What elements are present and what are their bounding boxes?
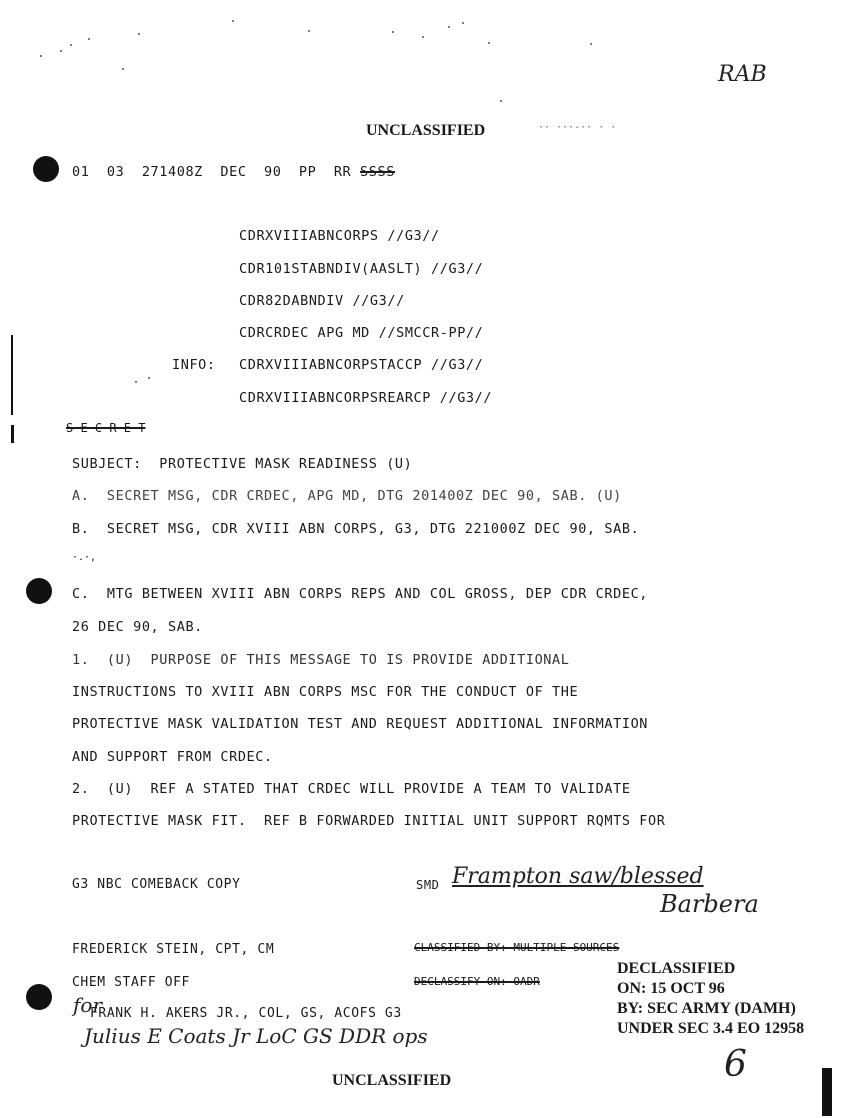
comeback-copy: G3 NBC COMEBACK COPY [72, 877, 241, 892]
subject-line: SUBJECT: PROTECTIVE MASK READINESS (U) [72, 456, 413, 472]
handwritten-initials: RAB [718, 62, 767, 87]
margin-bar-left-short [11, 425, 14, 443]
addressee-1: CDRXVIIIABNCORPS //G3// [239, 228, 440, 244]
addressee-2: CDR101STABNDIV(AASLT) //G3// [239, 261, 484, 277]
declass-stamp-line-3: BY: SEC ARMY (DAMH) [617, 1000, 796, 1017]
body-line-4: AND SUPPORT FROM CRDEC. [72, 749, 273, 765]
message-dtg: 01 03 271408Z DEC 90 PP RR [72, 164, 352, 180]
classification-footer: UNCLASSIFIED [332, 1072, 452, 1089]
handwritten-signature: Barbera [660, 890, 759, 918]
hole-punch-bottom [26, 984, 52, 1010]
reference-c: C. MTG BETWEEN XVIII ABN CORPS REPS AND COL GROSS, DEP CDR CRDEC, [72, 586, 649, 602]
reference-a: A. SECRET MSG, CDR CRDEC, APG MD, DTG 201400Z DEC 90, SAB. (U) [72, 488, 622, 504]
classification-header: UNCLASSIFIED [366, 122, 486, 139]
stray-marks: ·.·, [72, 552, 97, 563]
handwritten-page-number: 6 [724, 1044, 747, 1085]
reference-b: B. SECRET MSG, CDR XVIII ABN CORPS, G3, DTG 221000Z DEC 90, SAB. [72, 521, 640, 537]
declassify-on-struck: DECLASSIFY ON: OADR [414, 975, 540, 988]
margin-bar-right [822, 1068, 832, 1116]
declass-stamp-line-2: ON: 15 OCT 96 [617, 980, 725, 997]
smd-label: SMD [416, 878, 440, 892]
hole-punch-top [33, 156, 59, 182]
smd-handwritten-note: Frampton saw/blessed [452, 864, 704, 889]
originator-office: CHEM STAFF OFF [72, 975, 190, 990]
classified-by-struck: CLASSIFIED BY: MULTIPLE SOURCES [414, 941, 620, 954]
body-line-2: INSTRUCTIONS TO XVIII ABN CORPS MSC FOR THE CONDUCT OF THE [72, 684, 579, 700]
body-line-6: PROTECTIVE MASK FIT. REF B FORWARDED INITIAL UNIT SUPPORT RQMTS FOR [72, 813, 666, 829]
body-line-5: 2. (U) REF A STATED THAT CRDEC WILL PROVIDE A TEAM TO VALIDATE [72, 781, 631, 797]
hole-punch-middle [26, 578, 52, 604]
for-handwritten: for [73, 993, 103, 1017]
reference-c-continued: 26 DEC 90, SAB. [72, 619, 203, 635]
releaser-name: FRANK H. AKERS JR., COL, GS, ACOFS G3 [90, 1006, 402, 1021]
addressee-4: CDRCRDEC APG MD //SMCCR-PP// [239, 325, 484, 341]
body-line-3: PROTECTIVE MASK VALIDATION TEST AND REQUEST ADDITIONAL INFORMATION [72, 716, 649, 732]
originator-name: FREDERICK STEIN, CPT, CM [72, 942, 275, 957]
margin-bar-left-thin [11, 335, 13, 415]
info-addressee-2: CDRXVIIIABNCORPSREARCP //G3// [239, 390, 493, 406]
declass-stamp-line-4: UNDER SEC 3.4 EO 12958 [617, 1020, 805, 1037]
body-line-1: 1. (U) PURPOSE OF THIS MESSAGE TO IS PROVIDE ADDITIONAL [72, 652, 570, 668]
message-struck-code: SSSS [360, 164, 395, 180]
addressee-3: CDR82DABNDIV //G3// [239, 293, 405, 309]
header-dashes: ·· ···-·· · · [538, 122, 617, 133]
releaser-handwritten-signature: Julius E Coats Jr LoC GS DDR ops [84, 1024, 428, 1048]
message-precedence-line [72, 164, 395, 180]
info-addressee-1: CDRXVIIIABNCORPSTACCP //G3// [239, 357, 484, 373]
info-label: INFO: [172, 357, 216, 373]
struck-classification: S E C R E T [66, 421, 146, 435]
declass-stamp-line-1: DECLASSIFIED [617, 960, 736, 977]
